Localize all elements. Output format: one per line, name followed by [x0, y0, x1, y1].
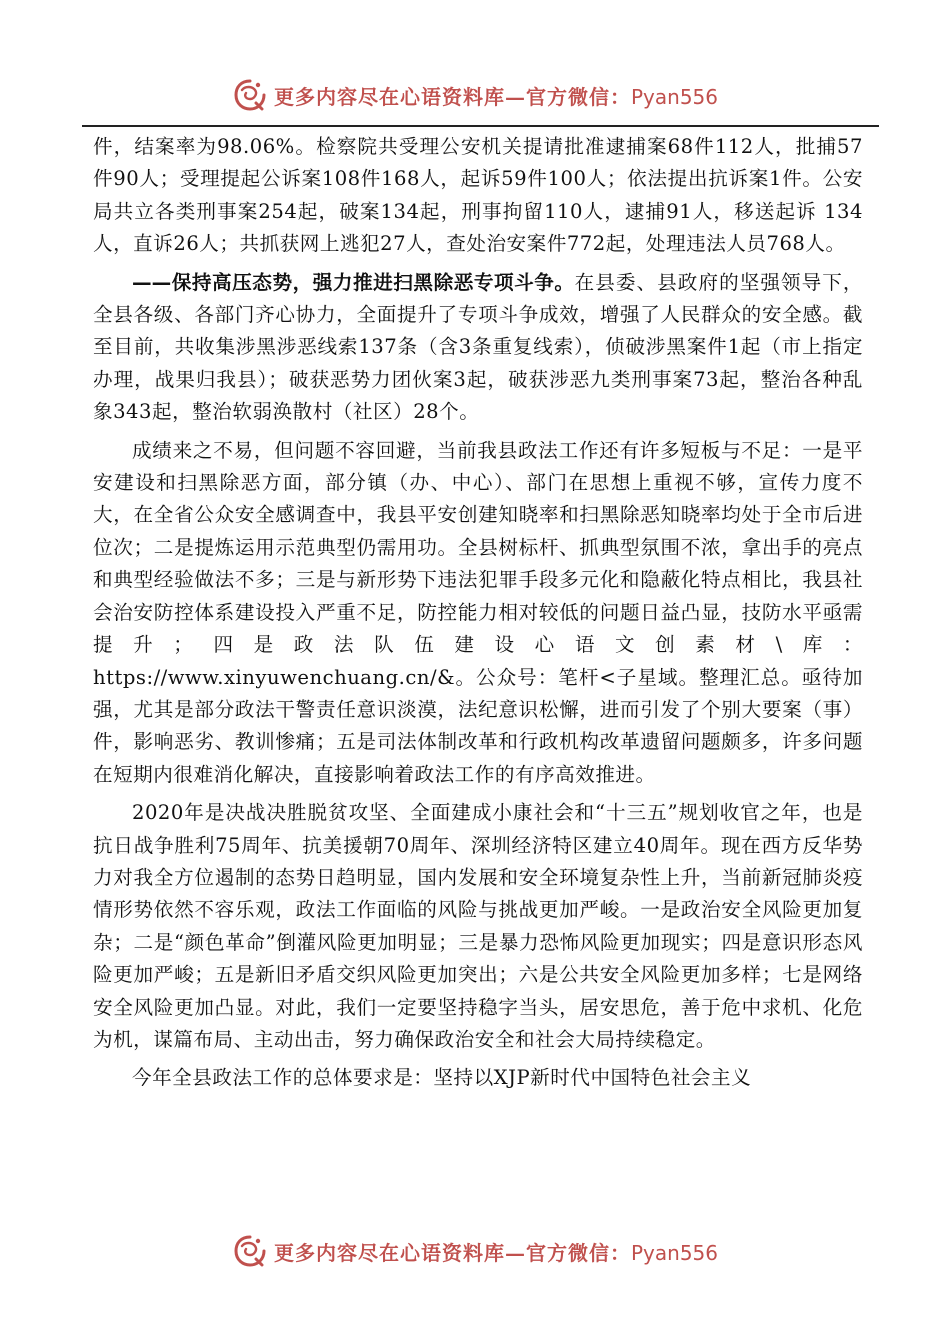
footer-library-logo-icon: [232, 1233, 268, 1269]
header-banner-text: [274, 81, 718, 110]
paragraph-5: [93, 1062, 863, 1094]
footer-banner-text: [274, 1237, 718, 1266]
footer-banner: [0, 1226, 950, 1276]
header-rule: [82, 125, 879, 127]
paragraph-2: [93, 267, 863, 429]
paragraph-2-text: 在县委、县政府的坚强领导下，全县各级、各部门齐心协力，全面提升了专项斗争成效，增强了人民群众的安全感。截至目前，共收集涉黑涉恶线索137条（含3条重复线索），侦破涉黑案件1起（市上指定办理，战果归我县）；破获恶势力团伙案3起，破获涉恶九类刑事案73起，整治各种乱象343起，整治软弱涣散村（社区）28个。: [93, 270, 864, 424]
paragraph-4: [93, 797, 863, 1056]
paragraph-5-text: 今年全县政法工作的总体要求是：坚持以XJP新时代中国特色社会主义: [132, 1066, 752, 1090]
paragraph-1-text: 件，结案率为98.06%。检察院共受理公安机关提请批准逮捕案68件112人，批捕57件90人；受理提起公诉案108件168人，起诉59件100人；依法提出抗诉案1件。公安局共立各类刑事案254起，破案134起，刑事拘留110人，逮捕91人，移送起诉 134人，直诉26人；共抓获网上逃犯27人，查处治安案件772起，处理违法人员768人。: [93, 135, 863, 256]
paragraph-3: [93, 435, 863, 791]
paragraph-2-heading: ——保持高压态势，强力推进扫黑除恶专项斗争。: [132, 270, 575, 294]
library-logo-icon: [232, 77, 268, 113]
header-banner: [0, 70, 950, 120]
footer-wechat-id: Pyan556: [630, 1240, 718, 1265]
footer-banner-label: 更多内容尽在心语资料库—官方微信：: [273, 1240, 631, 1265]
header-banner-label: 更多内容尽在心语资料库—官方微信：: [273, 84, 631, 109]
header-wechat-id: Pyan556: [630, 84, 718, 109]
paragraph-1: [93, 131, 863, 261]
paragraph-4-text: 2020年是决战决胜脱贫攻坚、全面建成小康社会和“十三五”规划收官之年，也是抗日战争胜利75周年、抗美援朝70周年、深圳经济特区建立40周年。现在西方反华势力对我全方位遏制的态势日趋明显，国内发展和安全环境复杂性上升，当前新冠肺炎疫情形势依然不容乐观，政法工作面临的风险与挑战更加严峻。一是政治安全风险更加复杂；二是“颜色革命”倒灌风险更加明显；三是暴力恐怖风险更加现实；四是意识形态风险更加严峻；五是新旧矛盾交织风险更加突出；六是公共安全风险更加多样；七是网络安全风险更加凸显。对此，我们一定要坚持稳字当头，居安思危，善于危中求机、化危为机，谋篇布局、主动出击，努力确保政治安全和社会大局持续稳定。: [93, 801, 863, 1051]
document-body: [93, 131, 863, 1101]
paragraph-3-text: 成绩来之不易，但问题不容回避，当前我县政法工作还有许多短板与不足：一是平安建设和扫黑除恶方面，部分镇（办、中心）、部门在思想上重视不够，宣传力度不大，在全省公众安全感调查中，我县平安创建知晓率和扫黑除恶知晓率均处于全市后进位次；二是提炼运用示范典型仍需用功。全县树标杆、抓典型氛围不浓，拿出手的亮点和典型经验做法不多；三是与新形势下违法犯罪手段多元化和隐蔽化特点相比，我县社会治安防控体系建设投入严重不足，防控能力相对较低的问题日益凸显，技防水平亟需提升；四是政法队伍建设心语文创素材\库：https://www.xinyuwenchuang.cn/&。公众号：笔杆<子星域。整理汇总。亟待加强，尤其是部分政法干警责任意识淡漠，法纪意识松懈，进而引发了个别大要案（事）件，影响恶劣、教训惨痛；五是司法体制改革和行政机构改革遗留问题颇多，许多问题在短期内很难消化解决，直接影响着政法工作的有序高效推进。: [93, 438, 863, 786]
